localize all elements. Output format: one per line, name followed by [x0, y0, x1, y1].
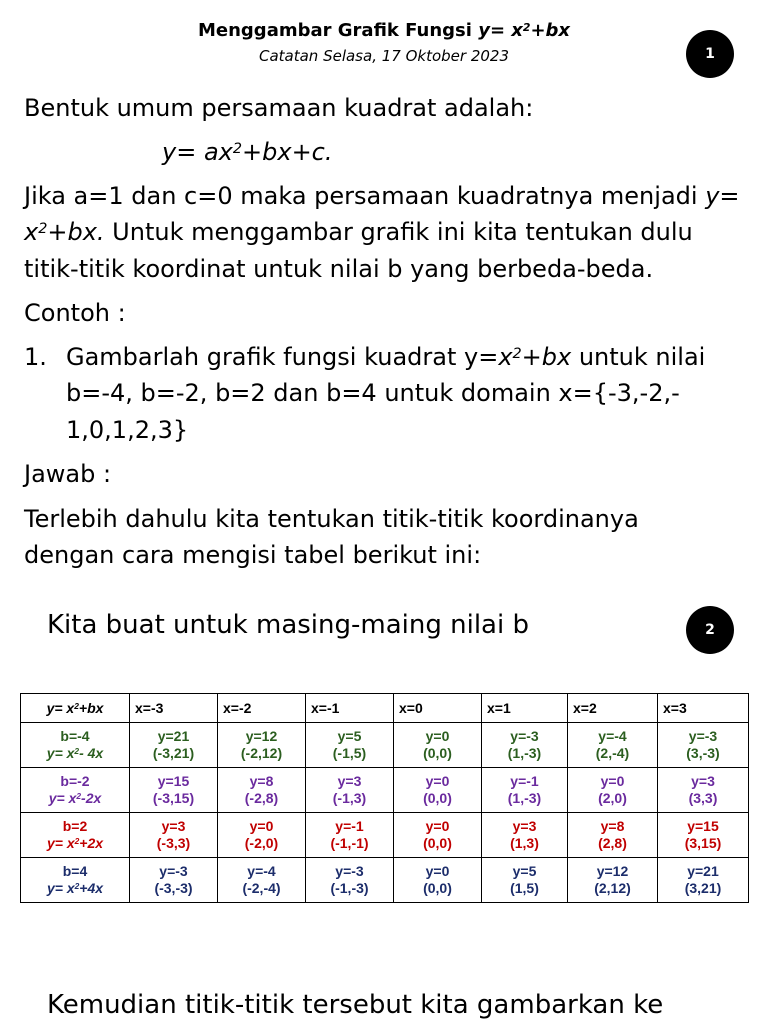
row-label-cell [21, 813, 130, 858]
row-function: $y= x^2-$ 4x [46, 745, 104, 761]
answer-heading: Jawab : [24, 460, 112, 488]
row-label-cell [21, 768, 130, 813]
y-value: y=5 [337, 728, 362, 744]
coordinate-point: (0,0) [423, 745, 452, 761]
table-cell [218, 768, 306, 813]
coordinate-point: (-2,12) [240, 745, 283, 761]
coordinate-point: (-2,0) [244, 835, 279, 851]
table-header-cell: x=-1 [306, 694, 394, 723]
table-cell [568, 723, 658, 768]
page-title: Menggambar Grafik Fungsi $y= x^2+bx$ [197, 20, 571, 41]
table-cell [658, 723, 749, 768]
coordinate-point: (0,0) [423, 880, 452, 896]
y-value: y=12 [245, 728, 278, 744]
table-cell [218, 813, 306, 858]
y-value: y=0 [425, 818, 450, 834]
table-header-cell: x=1 [482, 694, 568, 723]
condition-text-line1: Jika a=1 dan c=0 maka persamaan kuadratnya menjadi y= [24, 182, 740, 210]
condition-text-line3: titik-titik koordinat untuk nilai b yang berbeda-beda. [24, 255, 654, 283]
y-value: y=0 [425, 863, 450, 879]
coordinate-point: (0,0) [423, 835, 452, 851]
y-value: y=15 [687, 818, 719, 834]
y-value: y=21 [687, 863, 719, 879]
coordinate-point: (2,-4) [595, 745, 630, 761]
table-cell [130, 723, 218, 768]
table-header-cell: x=2 [568, 694, 658, 723]
table-header-row [21, 694, 749, 723]
table-cell [218, 723, 306, 768]
y-value: y=3 [512, 818, 537, 834]
table-cell [394, 768, 482, 813]
page-number-badge-2: 2 [686, 606, 734, 654]
table-cell [482, 723, 568, 768]
b-value: b=2 [62, 818, 88, 834]
row-label-cell [21, 723, 130, 768]
coordinate-point: (0,0) [423, 790, 452, 806]
example-heading: Contoh : [24, 299, 126, 327]
y-value: y=3 [337, 773, 362, 789]
table-header-cell: x=0 [394, 694, 482, 723]
title-formula: $y= x^2+bx$ [478, 20, 571, 41]
coordinate-point: (1,-3) [507, 745, 542, 761]
page-number-badge-1: 1 [686, 30, 734, 78]
list-item-line3: 1,0,1,2,3} [66, 416, 189, 444]
coordinate-point: (2,12) [594, 880, 631, 896]
table-cell [568, 813, 658, 858]
coordinate-point: (1,5) [510, 880, 539, 896]
table-header-cell: x=-3 [130, 694, 218, 723]
coordinate-point: (3,-3) [686, 745, 720, 761]
table-cell [306, 768, 394, 813]
y-value: y=-1 [510, 773, 539, 789]
row-label-cell [21, 858, 130, 903]
y-value: y=-4 [598, 728, 627, 744]
table-cell [394, 723, 482, 768]
answer-text-line2: dengan cara mengisi tabel berikut ini: [24, 541, 482, 569]
table-cell [130, 813, 218, 858]
table-cell [568, 858, 658, 903]
row-function: $y= x^2+4x$ [46, 880, 104, 896]
y-value: y=5 [512, 863, 537, 879]
y-value: y=-3 [510, 728, 539, 744]
table-cell [130, 858, 218, 903]
y-value: y=-4 [247, 863, 276, 879]
coordinate-point: (3,15) [684, 835, 722, 851]
list-item-number: 1. [24, 343, 47, 371]
list-item-line1: Gambarlah grafik fungsi kuadrat $y=x^2+bx$ untuk nilai [66, 343, 706, 371]
coordinate-point: (-3,21) [152, 745, 195, 761]
table-row [21, 813, 749, 858]
y-value: y=0 [425, 728, 450, 744]
intro-text: Bentuk umum persamaan kuadrat adalah: [24, 94, 534, 122]
coordinate-point: (-2,-4) [242, 880, 281, 896]
y-value: y=12 [596, 863, 629, 879]
table-cell [218, 858, 306, 903]
table-row [21, 768, 749, 813]
coordinate-point: (-1,-3) [330, 880, 369, 896]
table-cell [482, 813, 568, 858]
coordinate-point: (1,3) [510, 835, 539, 851]
coordinate-point: (-3,3) [156, 835, 191, 851]
answer-text-line1: Terlebih dahulu kita tentukan titik-titik koordinanya [24, 505, 639, 533]
row-function: $y= x^2-2x$ [48, 790, 102, 806]
y-value: y=-3 [159, 863, 188, 879]
table-cell [394, 813, 482, 858]
coordinate-point: (2,8) [598, 835, 627, 851]
y-value: y=-3 [688, 728, 718, 744]
table-cell [482, 858, 568, 903]
table-cell [658, 858, 749, 903]
y-value: y=-1 [335, 818, 364, 834]
table-cell [394, 858, 482, 903]
y-value: y=0 [425, 773, 450, 789]
row-function: $y= x^2+2x$ [46, 835, 104, 851]
table-row [21, 858, 749, 903]
coordinate-point: (-2,8) [244, 790, 279, 806]
coordinate-point: (-3,-3) [154, 880, 193, 896]
b-value: b=4 [62, 863, 88, 879]
table-cell [482, 768, 568, 813]
list-item-line2: b=-4, b=-2, b=2 dan b=4 untuk domain x={-3,-2,- [66, 379, 680, 407]
table-header-cell: x=3 [658, 694, 749, 723]
table-cell [658, 768, 749, 813]
table-cell [568, 768, 658, 813]
coordinate-point: (-1,5) [332, 745, 367, 761]
table-header-cell: x=-2 [218, 694, 306, 723]
section-heading-per-b: Kita buat untuk masing-maing nilai b [47, 610, 529, 640]
table-cell [306, 723, 394, 768]
table-cell [306, 813, 394, 858]
coordinate-point: (2,0) [598, 790, 627, 806]
y-value: y=21 [157, 728, 190, 744]
y-value: y=3 [161, 818, 186, 834]
condition-text-line2: $x^2+bx$. Untuk menggambar grafik ini kita tentukan dulu [24, 218, 693, 246]
y-value: y=0 [600, 773, 625, 789]
closing-text: Kemudian titik-titik tersebut kita gambarkan ke [47, 990, 664, 1020]
y-value: y=0 [249, 818, 274, 834]
coordinate-point: (-1,-1) [330, 835, 369, 851]
table-cell [130, 768, 218, 813]
coordinate-point: (3,3) [688, 790, 718, 806]
b-value: b=-2 [60, 773, 90, 789]
coordinate-point: (1,-3) [507, 790, 542, 806]
coordinate-table [20, 693, 749, 903]
table-row [21, 723, 749, 768]
page-subtitle: Catatan Selasa, 17 Oktober 2023 [258, 47, 509, 65]
y-value: y=3 [691, 773, 715, 789]
coordinate-point: (-1,3) [332, 790, 367, 806]
y-value: y=8 [249, 773, 274, 789]
table-header-function: $y= x^2+bx$ [21, 694, 130, 723]
coordinate-point: (-3,15) [152, 790, 195, 806]
table-cell [306, 858, 394, 903]
table-cell [658, 813, 749, 858]
y-value: y=8 [600, 818, 625, 834]
b-value: b=-4 [60, 728, 90, 744]
coordinate-point: (3,21) [684, 880, 722, 896]
y-value: y=-3 [335, 863, 364, 879]
general-formula: $y= ax^2+bx+c$. [162, 138, 333, 166]
y-value: y=15 [157, 773, 190, 789]
